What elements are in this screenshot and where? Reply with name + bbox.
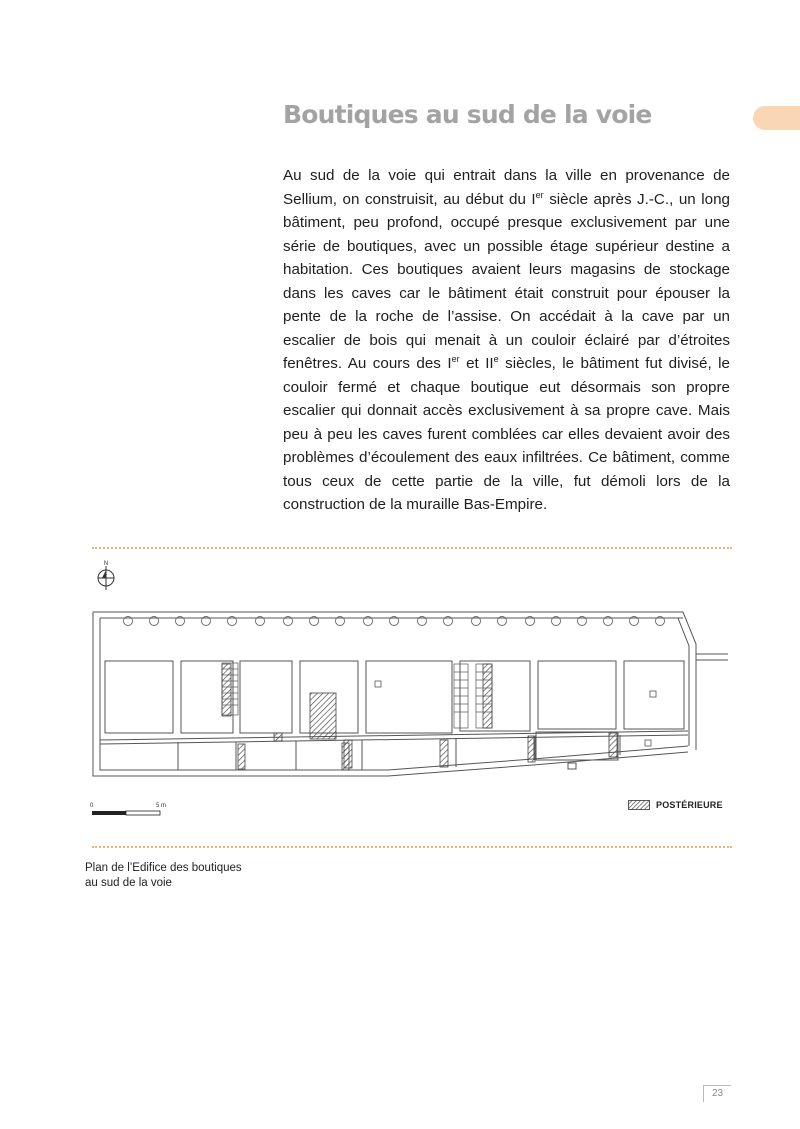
north-label: N — [103, 561, 109, 567]
page-number: 23 — [703, 1085, 731, 1102]
north-arrow-icon — [98, 561, 114, 590]
floor-plan — [88, 560, 728, 820]
scale-start-label: 0 — [90, 803, 94, 809]
caption-line: Plan de l’Edifice des boutiques — [85, 862, 242, 874]
scale-end-label: 5 m — [156, 803, 167, 809]
hatch-swatch-icon — [628, 800, 650, 810]
superscript: er — [451, 353, 460, 364]
scale-bar — [90, 803, 166, 815]
superscript: e — [493, 353, 499, 364]
caption-line: au sud de la voie — [85, 877, 172, 889]
dotted-rule-top — [92, 547, 732, 549]
dotted-rule-bottom — [92, 846, 732, 848]
legend-label: POSTÉRIEURE — [656, 800, 723, 810]
body-paragraph: Au sud de la voie qui entrait dans la ville en provenance de Sellium, on construisit, au début du Ier siècle après J.-C., un long bâtiment, peu profond, occupé presque exclusivement par une série de boutiques, avec un possible étage supérieur destine a habitation. Ces boutiques avaient leurs magasins de stockage dans les caves car le bâtiment était construit pour épouser la pente de la roche de l’assise. On accédait à la cave par un escalier de bois qui menait à un couloir éclairé par d’étroites fenêtres. Au cours des Ier et IIe siècles, le bâtiment fut divisé, le couloir fermé et chaque boutique eut désormais son propre escalier qui donnait accès exclusivement à sa propre cave. Mais peu à peu les caves furent comblées car elles devaient avoir des problèmes d’écoulement des eaux infiltrées. Ce bâtiment, comme tous ceux de cette partie de la ville, fut démoli lors de la construction de la muraille Bas-Empire. — [283, 167, 730, 513]
superscript: er — [535, 189, 544, 200]
section-tab — [753, 106, 800, 130]
section-title: Boutiques au sud de la voie — [283, 100, 652, 129]
figure-caption — [85, 861, 242, 891]
legend — [628, 800, 723, 810]
